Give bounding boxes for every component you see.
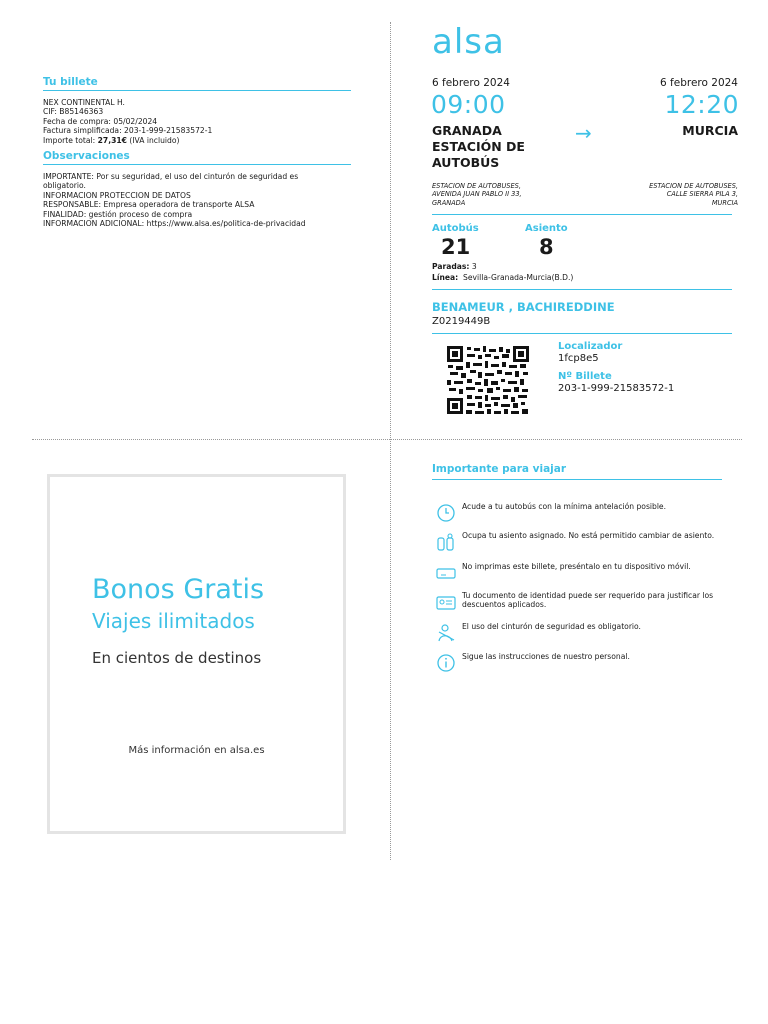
invoice-number: Factura simplificada: 203-1-999-21583572-1 [43, 126, 213, 136]
seat-label: Asiento [525, 223, 568, 234]
seat-icon [436, 533, 456, 553]
tu-billete-title: Tu billete [43, 76, 98, 88]
divider [43, 164, 351, 165]
divider [432, 333, 732, 334]
arrival-address: ESTACION DE AUTOBUSES, CALLE SIERRA PILA 3, MURCIA [649, 182, 738, 207]
company-name: NEX CONTINENTAL H. [43, 98, 125, 107]
seat-number: 8 [539, 235, 554, 259]
alsa-logo: alsa [432, 22, 505, 62]
purchase-info [43, 98, 363, 145]
important-item-4: Tu documento de identidad puede ser requerido para justificar los descuentos aplicados. [462, 591, 714, 610]
observaciones-title: Observaciones [43, 150, 130, 162]
passenger-name: BENAMEUR , BACHIREDDINE [432, 300, 615, 314]
phone-icon [436, 563, 456, 583]
important-item-6: Sigue las instrucciones de nuestro personal. [462, 652, 630, 661]
bus-label: Autobús [432, 223, 479, 234]
clock-icon [436, 503, 456, 523]
important-item-5: El uso del cinturón de seguridad es obligatorio. [462, 622, 641, 631]
observaciones-text: IMPORTANTE: Por su seguridad, el uso del cinturón de seguridad es obligatorio. INFORMACION PROTECCION DE DATOS RESPONSABLE: Empresa operadora de transporte ALSA FINALIDAD: gestión proceso de compra INFORMACION ADICIONAL: https://www.alsa.es/politica-de-privacidad [43, 172, 306, 229]
info-icon [436, 653, 456, 673]
qr-code [447, 346, 529, 414]
departure-address: ESTACION DE AUTOBUSES, AVENIDA JUAN PABLO II 33, GRANADA [432, 182, 522, 207]
important-item-3: No imprimas este billete, preséntalo en tu dispositivo móvil. [462, 562, 691, 571]
localizador-value: 1fcp8e5 [558, 353, 599, 364]
importante-title: Importante para viajar [432, 463, 567, 475]
purchase-date: Fecha de compra: 05/02/2024 [43, 116, 158, 126]
horizontal-fold-line [32, 439, 742, 440]
divider [43, 90, 351, 91]
divider [432, 479, 722, 480]
bus-number: 21 [441, 235, 471, 259]
billete-value: 203-1-999-21583572-1 [558, 383, 675, 394]
passenger-id: Z0219449B [432, 316, 491, 327]
promo-tagline: En cientos de destinos [92, 649, 262, 667]
line-info: Línea: Sevilla-Granada-Murcia(B.D.) [432, 273, 574, 282]
important-item-2: Ocupa tu asiento asignado. No está permitido cambiar de asiento. [462, 531, 715, 540]
departure-time: 09:00 [431, 90, 506, 119]
promo-footer: Más información en alsa.es [128, 745, 265, 756]
billete-label: Nº Billete [558, 371, 612, 382]
stops-info: Paradas: 3 [432, 262, 477, 271]
localizador-label: Localizador [558, 341, 623, 352]
important-item-1: Acude a tu autobús con la mínima antelación posible. [462, 502, 667, 511]
arrival-date: 6 febrero 2024 [660, 77, 738, 89]
divider [432, 289, 732, 290]
total-amount: Importe total: 27,31€ (IVA incluido) [43, 135, 180, 145]
vertical-fold-line [390, 22, 391, 860]
promo-title: Bonos Gratis [92, 574, 265, 605]
promo-box [47, 474, 346, 834]
departure-date: 6 febrero 2024 [432, 77, 510, 89]
seatbelt-icon [436, 623, 456, 643]
promo-subtitle: Viajes ilimitados [92, 609, 255, 633]
departure-city: GRANADA ESTACIÓN DE AUTOBÚS [432, 123, 525, 170]
id-card-icon [436, 593, 456, 613]
cif: CIF: B85146363 [43, 107, 104, 117]
arrow-icon: → [575, 121, 592, 145]
arrival-time: 12:20 [664, 90, 739, 119]
divider [432, 214, 732, 215]
arrival-city: MURCIA [682, 123, 738, 138]
